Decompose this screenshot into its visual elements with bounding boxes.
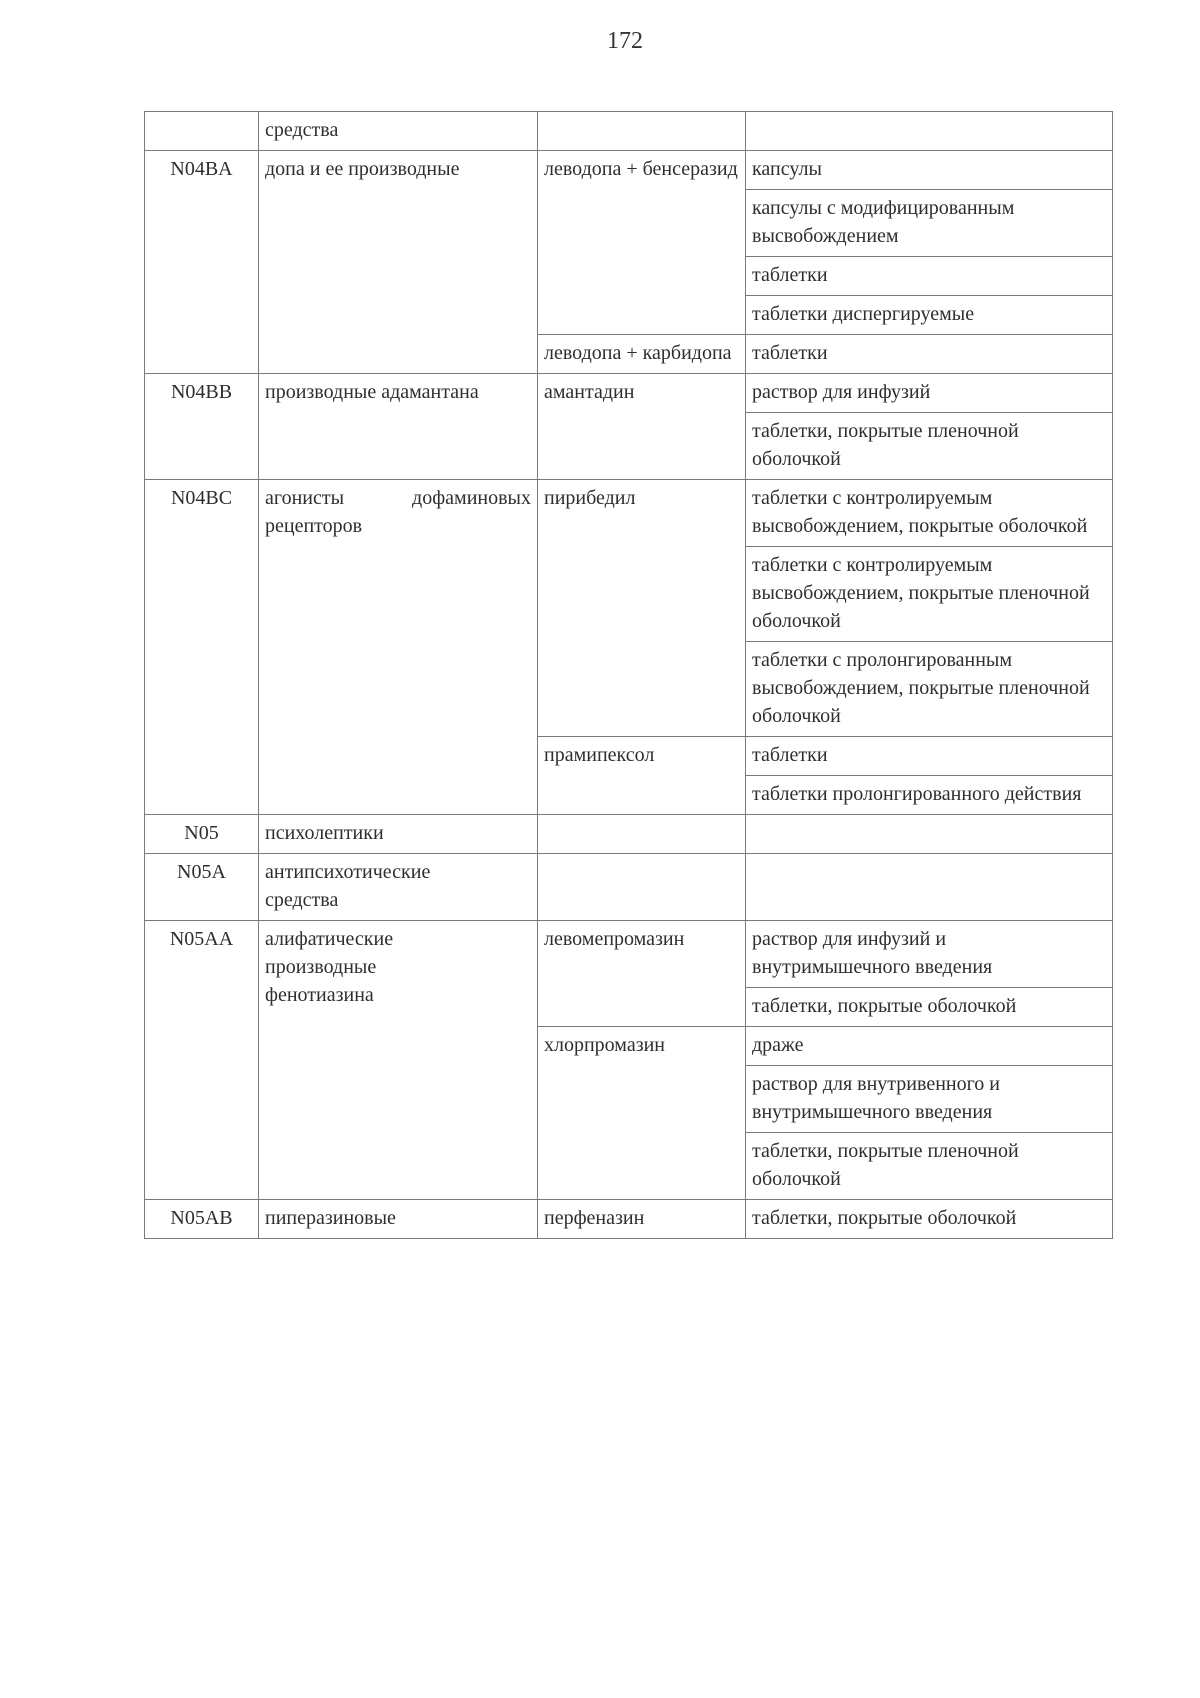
group-cell: психолептики [259,815,538,854]
form-cell: таблетки [746,737,1113,776]
form-cell [746,815,1113,854]
atc-code-cell: N05AA [145,921,259,1200]
form-cell: капсулы [746,151,1113,190]
drug-cell [538,112,746,151]
drug-cell: левомепромазин [538,921,746,1027]
table-row [145,815,1113,854]
group-cell: допа и ее производные [259,151,538,374]
form-cell: таблетки, покрытые оболочкой [746,1200,1113,1239]
group-word: рецепторов [265,515,363,537]
form-cell: таблетки, покрытые пленочной оболочкой [746,413,1113,480]
table-row [145,112,1113,151]
drug-cell [538,854,746,921]
medication-table [144,111,1113,1239]
atc-code-cell: N04BA [145,151,259,374]
atc-code-cell: N05A [145,854,259,921]
group-cell [259,854,538,921]
table-row [145,374,1113,413]
group-text: антипсихотические средства [265,861,431,911]
form-cell [746,854,1113,921]
table-row [145,854,1113,921]
group-word: дофаминовых [412,487,531,509]
form-cell: таблетки диспергируемые [746,296,1113,335]
drug-cell: прамипексол [538,737,746,815]
drug-cell: пирибедил [538,480,746,737]
form-cell: раствор для инфузий [746,374,1113,413]
atc-code-cell [145,112,259,151]
form-cell: раствор для инфузий и внутримышечного введения [746,921,1113,988]
form-cell: таблетки [746,257,1113,296]
drug-cell: леводопа + бенсеразид [538,151,746,335]
form-cell: таблетки, покрытые оболочкой [746,988,1113,1027]
drug-cell: перфеназин [538,1200,746,1239]
form-cell: таблетки пролонгированного действия [746,776,1113,815]
form-cell: раствор для внутривенного и внутримышечного введения [746,1066,1113,1133]
drug-cell [538,815,746,854]
form-cell: таблетки, покрытые пленочной оболочкой [746,1133,1113,1200]
group-word: агонисты [265,487,345,509]
table-row [145,151,1113,190]
table-row [145,1200,1113,1239]
atc-code-cell: N05 [145,815,259,854]
form-cell: таблетки с контролируемым высвобождением, покрытые пленочной оболочкой [746,547,1113,642]
form-cell: капсулы с модифицированным высвобождением [746,190,1113,257]
drug-cell: амантадин [538,374,746,480]
atc-code-cell: N04BC [145,480,259,815]
group-cell [259,480,538,815]
group-text: алифатические производные фенотиазина [265,928,394,1006]
group-cell: средства [259,112,538,151]
form-cell [746,112,1113,151]
group-cell [259,921,538,1200]
group-cell: пиперазиновые [259,1200,538,1239]
group-cell: производные адамантана [259,374,538,480]
form-cell: таблетки [746,335,1113,374]
atc-code-cell: N05AB [145,1200,259,1239]
form-cell: драже [746,1027,1113,1066]
atc-code-cell: N04BB [145,374,259,480]
drug-cell: хлорпромазин [538,1027,746,1200]
table-row [145,480,1113,547]
page-number: 172 [607,28,643,54]
drug-cell: леводопа + карбидопа [538,335,746,374]
table-row [145,921,1113,988]
form-cell: таблетки с контролируемым высвобождением, покрытые оболочкой [746,480,1113,547]
form-cell: таблетки с пролонгированным высвобождением, покрытые пленочной оболочкой [746,642,1113,737]
